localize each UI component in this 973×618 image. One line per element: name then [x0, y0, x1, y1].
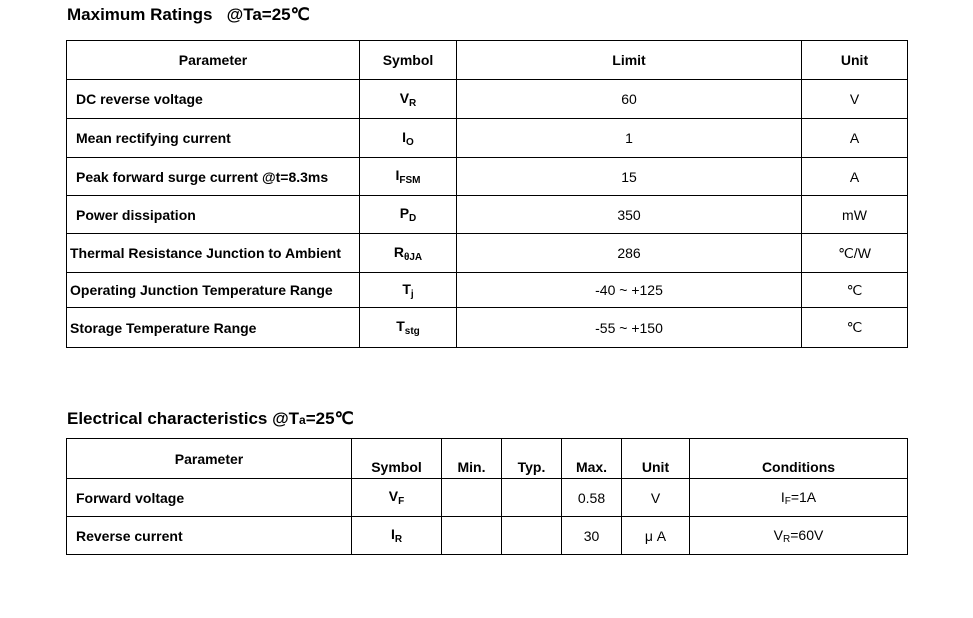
parameter-cell: Operating Junction Temperature Range — [67, 273, 360, 308]
header-parameter: Parameter — [67, 439, 352, 479]
table-row — [67, 196, 908, 234]
table-row — [67, 273, 908, 308]
parameter-cell: Peak forward surge current @t=8.3ms — [67, 158, 360, 196]
max-cell: 0.58 — [562, 479, 622, 517]
table-header-row — [67, 439, 908, 479]
unit-cell: mW — [802, 196, 908, 234]
header-max: Max. — [562, 439, 622, 479]
limit-cell: -40 ~ +125 — [457, 273, 802, 308]
parameter-cell: Mean rectifying current — [67, 119, 360, 158]
unit-cell: ℃ — [802, 308, 908, 348]
symbol-cell: $T_j$ — [360, 273, 457, 308]
header-symbol: Symbol — [352, 439, 442, 479]
limit-cell: 60 — [457, 80, 802, 119]
symbol-cell: $I_R$ — [352, 517, 442, 555]
symbol-cell: $I_O$ — [360, 119, 457, 158]
unit-cell: A — [802, 158, 908, 196]
table-row — [67, 234, 908, 273]
header-unit: Unit — [802, 41, 908, 80]
symbol-cell: $V_F$ — [352, 479, 442, 517]
unit-cell: ℃ — [802, 273, 908, 308]
parameter-cell: Forward voltage — [67, 479, 352, 517]
header-typ: Typ. — [502, 439, 562, 479]
table-row — [67, 158, 908, 196]
parameter-cell: DC reverse voltage — [67, 80, 360, 119]
header-unit: Unit — [622, 439, 690, 479]
table-row — [67, 479, 908, 517]
unit-cell: ℃/W — [802, 234, 908, 273]
min-cell — [442, 479, 502, 517]
unit-cell: V — [622, 479, 690, 517]
electrical-characteristics-title: Electrical characteristics @Ta=25℃ — [67, 409, 354, 428]
electrical-characteristics-table — [66, 438, 908, 555]
unit-cell: A — [802, 119, 908, 158]
header-parameter: Parameter — [67, 41, 360, 80]
typ-cell — [502, 479, 562, 517]
parameter-cell: Reverse current — [67, 517, 352, 555]
table-row — [67, 80, 908, 119]
parameter-cell: Thermal Resistance Junction to Ambient — [67, 234, 360, 273]
header-symbol: Symbol — [360, 41, 457, 80]
unit-cell: V — [802, 80, 908, 119]
parameter-cell: Storage Temperature Range — [67, 308, 360, 348]
header-limit: Limit — [457, 41, 802, 80]
max-cell: 30 — [562, 517, 622, 555]
limit-cell: 15 — [457, 158, 802, 196]
maximum-ratings-table — [66, 40, 908, 348]
symbol-cell: $T_{stg}$ — [360, 308, 457, 348]
min-cell — [442, 517, 502, 555]
symbol-cell: $I_{FSM}$ — [360, 158, 457, 196]
symbol-cell: $P_D$ — [360, 196, 457, 234]
typ-cell — [502, 517, 562, 555]
header-conditions: Conditions — [690, 439, 908, 479]
limit-cell: 286 — [457, 234, 802, 273]
unit-cell: μ A — [622, 517, 690, 555]
limit-cell: 1 — [457, 119, 802, 158]
table-row — [67, 308, 908, 348]
table-row — [67, 517, 908, 555]
symbol-cell: $R_{\theta JA}$ — [360, 234, 457, 273]
symbol-cell: $V_R$ — [360, 80, 457, 119]
table-row — [67, 119, 908, 158]
conditions-cell: $I_F=1A$ — [690, 479, 908, 517]
table-header-row — [67, 41, 908, 80]
conditions-cell: $V_R=60V$ — [690, 517, 908, 555]
parameter-cell: Power dissipation — [67, 196, 360, 234]
limit-cell: -55 ~ +150 — [457, 308, 802, 348]
header-min: Min. — [442, 439, 502, 479]
limit-cell: 350 — [457, 196, 802, 234]
maximum-ratings-title: Maximum Ratings @Ta=25℃ — [67, 5, 310, 24]
